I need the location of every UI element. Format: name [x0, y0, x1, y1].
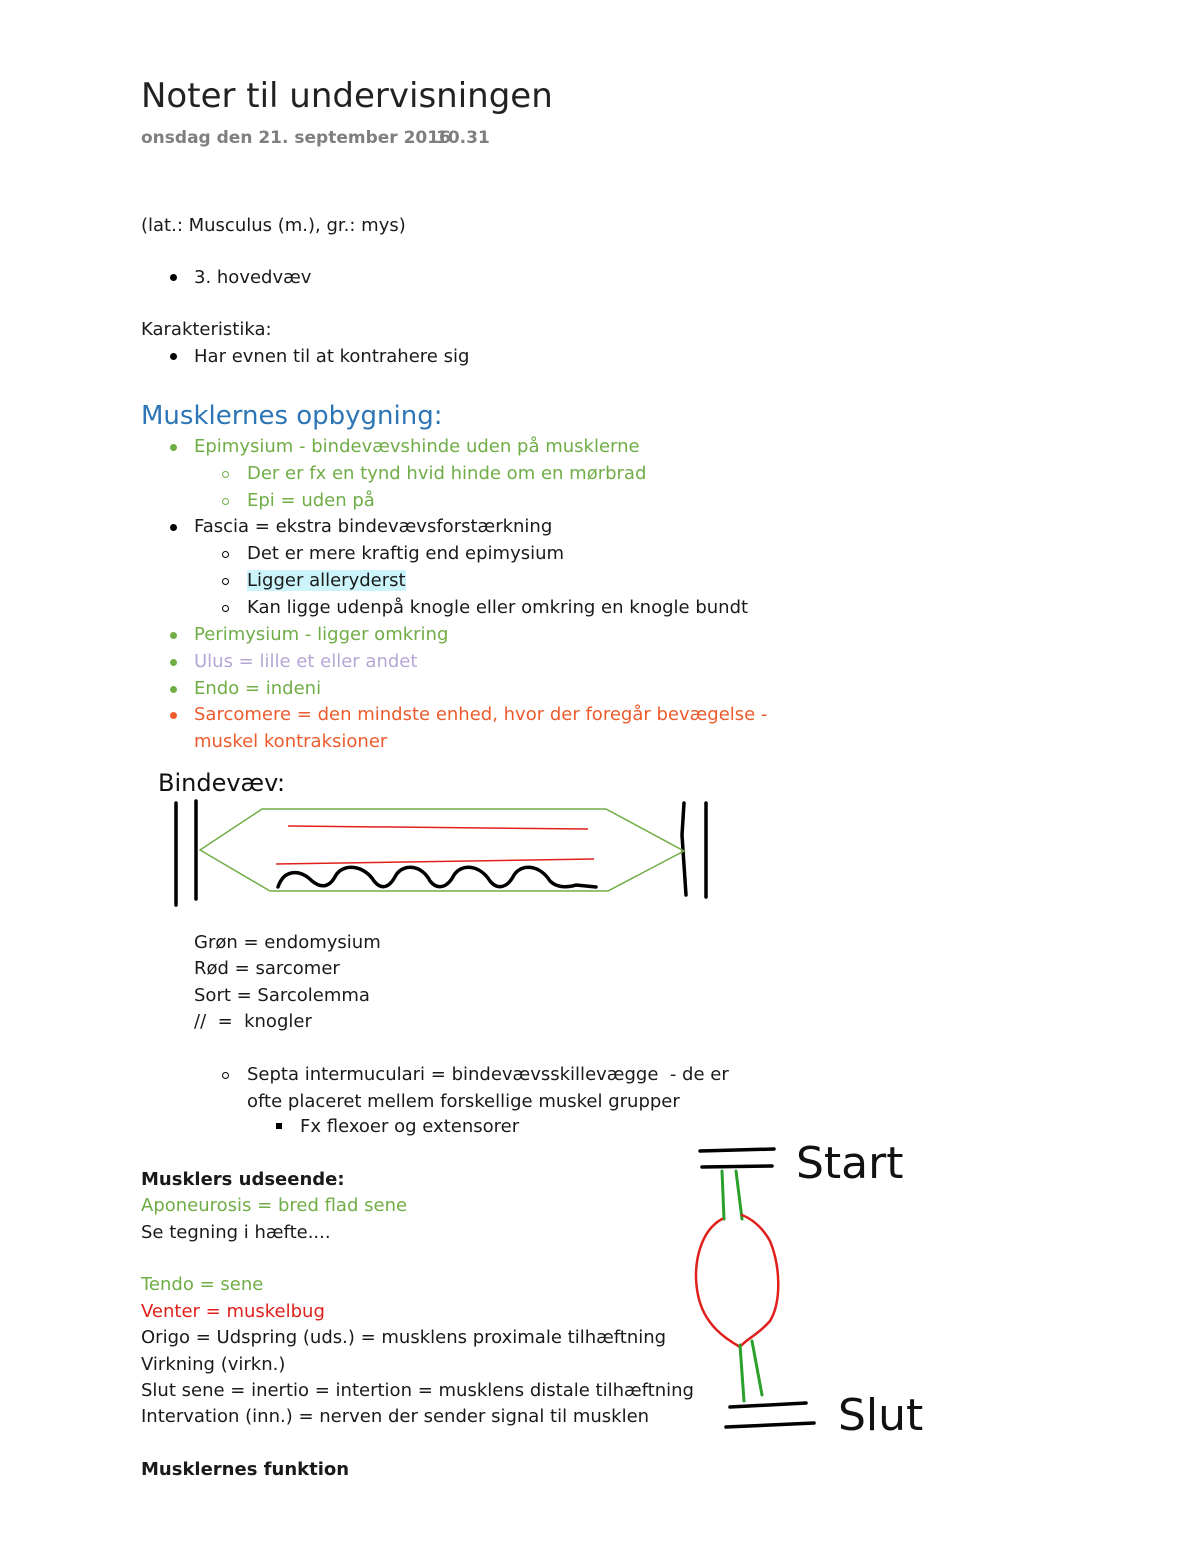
origo-line: Origo = Udspring (uds.) = musklens proximale tilhæftning: [141, 1327, 667, 1348]
circle-bullet-icon: [222, 471, 229, 478]
page-title: Noter til undervisningen: [141, 76, 553, 116]
slut-label: Slut: [838, 1390, 924, 1441]
fascia-sub1: Det er mere kraftig end epimysium: [247, 543, 565, 564]
tegning-line: Se tegning i hæfte....: [141, 1222, 331, 1243]
fascia-sub3: Kan ligge udenpå knogle eller omkring en knogle bundt: [247, 597, 749, 618]
hovedvaev-item: 3. hovedvæv: [194, 267, 312, 288]
circle-bullet-icon: [222, 578, 229, 585]
karakteristika-label: Karakteristika:: [141, 319, 272, 340]
bullet-icon: [170, 712, 177, 719]
intervation-line: Intervation (inn.) = nerven der sender signal til musklen: [141, 1406, 650, 1427]
bullet-icon: [170, 353, 177, 360]
septa-line2: ofte placeret mellem forskellige muskel grupper: [247, 1091, 680, 1112]
start-label: Start: [796, 1138, 904, 1189]
funktion-heading: Musklernes funktion: [141, 1459, 350, 1480]
slut-sene-line: Slut sene = inertio = intertion = musklens distale tilhæftning: [141, 1380, 694, 1401]
epimysium-sub1: Der er fx en tynd hvid hinde om en mørbrad: [247, 463, 647, 484]
septa-line1: Septa intermuculari = bindevævsskillevægge - de er: [247, 1064, 729, 1085]
page-time: 10.31: [436, 128, 490, 148]
karakteristika-item: Har evnen til at kontrahere sig: [194, 346, 470, 367]
latin-names: (lat.: Musculus (m.), gr.: mys): [141, 215, 406, 236]
bullet-icon: [170, 632, 177, 639]
circle-bullet-icon: [222, 605, 229, 612]
septa-sub: Fx flexoer og extensorer: [300, 1116, 520, 1137]
sarcomere-line2: muskel kontraksioner: [194, 731, 388, 752]
virkning-line: Virkning (virkn.): [141, 1354, 286, 1375]
udseende-heading: Musklers udseende:: [141, 1169, 345, 1190]
highlighted-text: Ligger alleryderst: [247, 570, 406, 591]
circle-bullet-icon: [222, 498, 229, 505]
endo-item: Endo = indeni: [194, 678, 322, 699]
tendo-line: Tendo = sene: [141, 1274, 264, 1295]
square-bullet-icon: [276, 1123, 282, 1129]
bindevaev-drawing: [160, 795, 720, 915]
bullet-icon: [170, 274, 177, 281]
venter-line: Venter = muskelbug: [141, 1301, 325, 1322]
page-date: onsdag den 21. september 2016: [141, 128, 451, 148]
ulus-item: Ulus = lille et eller andet: [194, 651, 418, 672]
fascia-sub2: [247, 572, 406, 590]
opbygning-heading: Musklernes opbygning:: [141, 401, 443, 431]
aponeurosis-line: Aponeurosis = bred flad sene: [141, 1195, 408, 1216]
bullet-icon: [170, 444, 177, 451]
sarcomere-line1: Sarcomere = den mindste enhed, hvor der foregår bevægelse -: [194, 704, 768, 725]
circle-bullet-icon: [222, 1072, 229, 1079]
legend-green: Grøn = endomysium: [194, 932, 381, 953]
bindevaev-heading: Bindevæv:: [158, 769, 286, 797]
epimysium-sub2: Epi = uden på: [247, 490, 375, 511]
bullet-icon: [170, 524, 177, 531]
fascia-item: Fascia = ekstra bindevævsforstærkning: [194, 516, 553, 537]
legend-bones: // = knogler: [194, 1011, 312, 1032]
legend-black: Sort = Sarcolemma: [194, 985, 370, 1006]
legend-red: Rød = sarcomer: [194, 958, 340, 979]
circle-bullet-icon: [222, 551, 229, 558]
epimysium-item: Epimysium - bindevævshinde uden på musklerne: [194, 436, 640, 457]
perimysium-item: Perimysium - ligger omkring: [194, 624, 449, 645]
bullet-icon: [170, 659, 177, 666]
bullet-icon: [170, 686, 177, 693]
